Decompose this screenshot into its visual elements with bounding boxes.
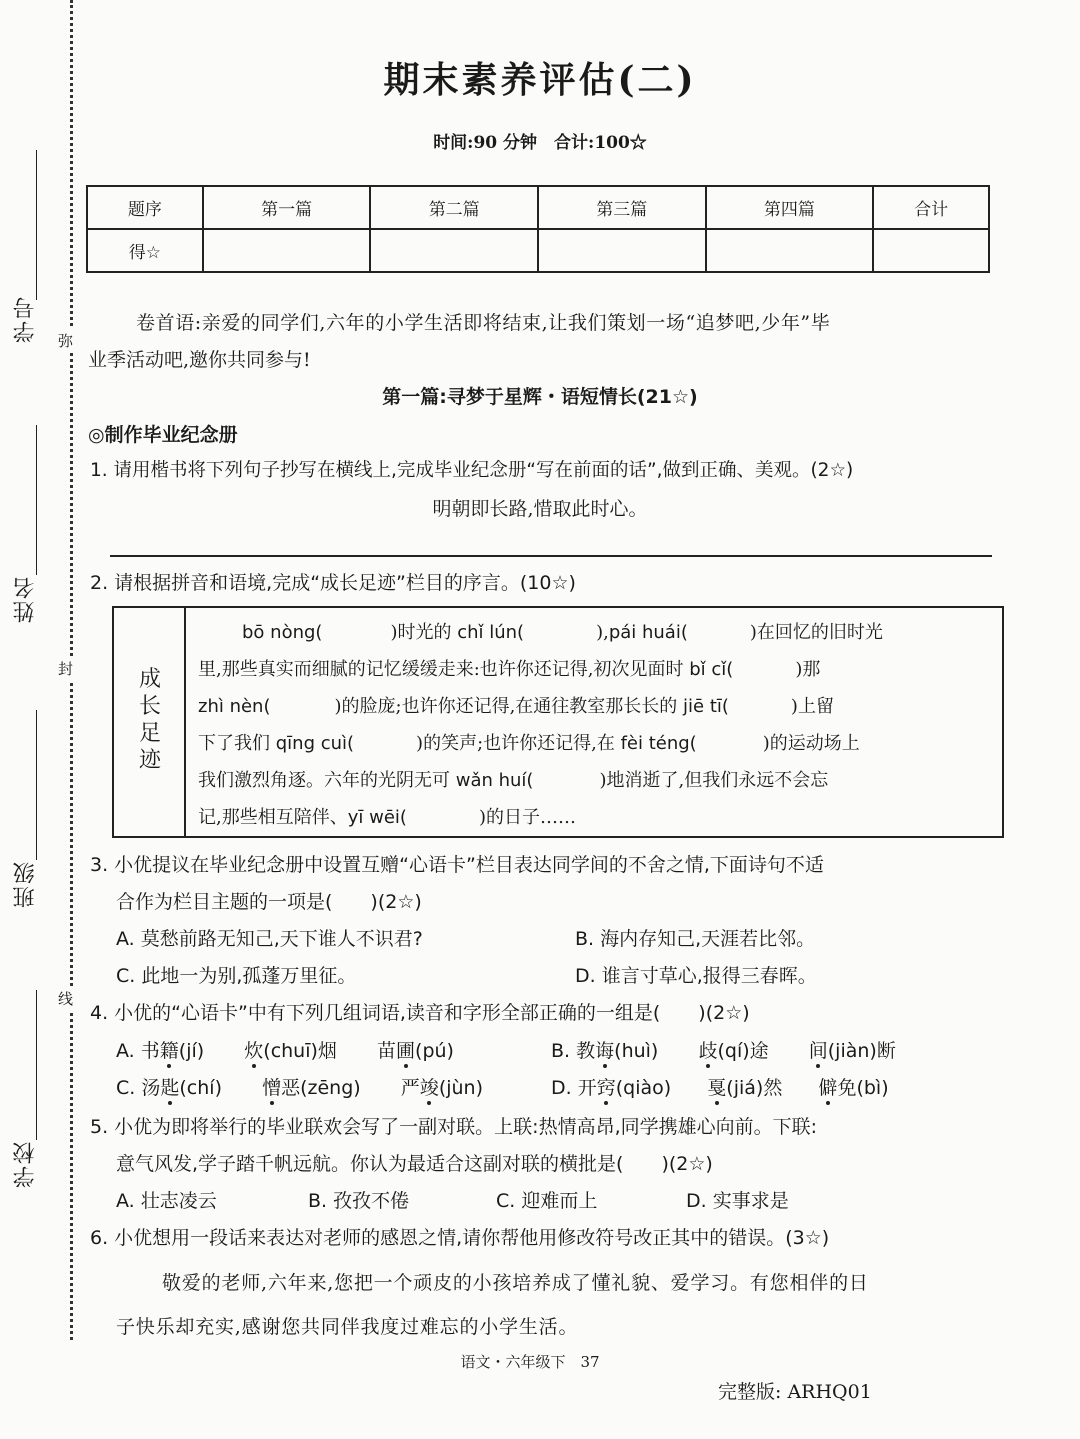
student-no-label: 学号 (13, 295, 38, 343)
paragraph-line-1 (242, 618, 883, 644)
score-blank-cell[interactable] (370, 229, 538, 272)
paragraph-line-4 (198, 729, 860, 755)
word-char: 开 (577, 1077, 597, 1099)
preface-line-2: 业季活动吧,邀你共同参与! (88, 349, 311, 371)
paragraph-text: ), (596, 622, 609, 643)
paragraph-text: 我们激烈角逐。六年的光阴无可 (198, 770, 456, 791)
paragraph-text: )上留 (790, 696, 834, 717)
q3-option-b[interactable]: B. 海内存知己,天涯若比邻。 (575, 928, 816, 950)
paragraph-text: )的日子…… (478, 807, 576, 828)
section-1-subhead: ◎制作毕业纪念册 (88, 424, 238, 446)
question-1: 1. 请用楷书将下列句子抄写在横线上,完成毕业纪念册“写在前面的话”,做到正确、美观。(2☆) (90, 460, 854, 481)
word-char: 书 (140, 1040, 160, 1062)
pinyin-pai-huai: pái huái( (608, 622, 688, 643)
paragraph-line-3 (198, 692, 834, 718)
paragraph-text: 记,那些相互陪伴、 (198, 807, 348, 828)
version-code: 完整版: ARHQ01 (718, 1381, 872, 1403)
word-char: 苗 (377, 1040, 397, 1062)
cut-mark-mi: 弥 (58, 328, 73, 353)
word-char: 恶(zēng) (281, 1077, 361, 1099)
box-divider (184, 608, 186, 836)
word-char: (qiào) (615, 1077, 672, 1099)
q6-paragraph-line-2: 子快乐却充实,感谢您共同伴我度过难忘的小学生活。 (116, 1316, 579, 1338)
paragraph-text: )地消逝了,但我们永远不会忘 (599, 770, 829, 791)
paragraph-text: )的脸庞;也许你还记得,在通往教室那长长的 (334, 696, 684, 717)
q5-option-a[interactable]: A. 壮志凌云 (116, 1190, 217, 1212)
dotted-char: 匙 (160, 1077, 180, 1099)
box-vertical-label (136, 666, 164, 774)
paragraph-text: )的笑声;也许你还记得,在 (416, 733, 621, 754)
page-footer: 语文・六年级下 37 (460, 1353, 600, 1371)
q5-option-c[interactable]: C. 迎难而上 (496, 1190, 598, 1212)
paragraph-text: 里,那些真实而细腻的记忆缓缓走来:也许你还记得,初次见面时 (198, 659, 690, 680)
box-label-char: 成 (138, 667, 161, 692)
school-label: 学校 (13, 1140, 38, 1188)
class-label: 班级 (13, 860, 38, 908)
word-char: (jí) (178, 1040, 205, 1062)
score-blank-cell[interactable] (203, 229, 371, 272)
option-label: D. (551, 1077, 572, 1099)
word-char: 教 (576, 1040, 596, 1062)
word-char: (qí)途 (717, 1040, 769, 1062)
section-1-title: 第一篇:寻梦于星辉・语短情长(21☆) (382, 386, 698, 408)
page-title: 期末素养评估(二) (383, 59, 697, 101)
paragraph-text: )在回忆的旧时光 (749, 622, 883, 643)
question-5-line-1: 5. 小优为即将举行的毕业联欢会写了一副对联。上联:热情高昂,同学携雄心向前。下联: (90, 1116, 818, 1138)
cut-mark-xian: 线 (58, 986, 73, 1011)
word-char: 免(bì) (837, 1077, 889, 1099)
pinyin-fei-teng: fèi téng( (620, 733, 697, 754)
paragraph-line-2 (198, 655, 820, 681)
exam-meta: 时间:90 分钟 合计:100☆ (433, 133, 647, 153)
pinyin-zhi-nen: zhì nèn( (198, 696, 271, 717)
dotted-char: 圃 (396, 1040, 416, 1062)
score-header-cell: 第一篇 (203, 186, 371, 229)
score-blank-cell[interactable] (873, 229, 989, 272)
q3-option-c[interactable]: C. 此地一为别,孤蓬万里征。 (116, 965, 357, 987)
score-table (86, 185, 990, 273)
q4-option-a[interactable] (116, 1036, 454, 1063)
dotted-char: 诲 (595, 1040, 615, 1062)
q4-option-c[interactable] (116, 1073, 483, 1100)
score-row-label: 得☆ (87, 229, 203, 272)
question-3-line-2: 合作为栏目主题的一项是( )(2☆) (116, 891, 422, 913)
preface-line-1: 卷首语:亲爱的同学们,六年的小学生活即将结束,让我们策划一场“追梦吧,少年”毕 (136, 312, 831, 334)
student-no-line (36, 150, 37, 300)
pinyin-bo-nong: bō nòng( (242, 622, 323, 643)
pinyin-jie-ti: jiē tī( (683, 696, 729, 717)
q4-option-b[interactable] (551, 1036, 896, 1063)
paragraph-line-6 (198, 803, 576, 829)
word-char: (huì) (614, 1040, 659, 1062)
dotted-char: 僻 (818, 1077, 838, 1099)
question-4: 4. 小优的“心语卡”中有下列几组词语,读音和字形全部正确的一组是( )(2☆) (90, 1002, 750, 1024)
dotted-char: 窍 (596, 1077, 616, 1099)
score-table-header-row (87, 186, 989, 229)
paragraph-text: )那 (795, 659, 821, 680)
word-char: (pú) (415, 1040, 454, 1062)
score-header-cell: 第三篇 (538, 186, 706, 229)
word-char: (chuī)烟 (263, 1040, 337, 1062)
score-blank-cell[interactable] (538, 229, 706, 272)
paragraph-line-5 (198, 766, 828, 792)
q3-option-a[interactable]: A. 莫愁前路无知己,天下谁人不识君? (116, 928, 423, 950)
pinyin-bi-ci: bǐ cǐ( (689, 659, 734, 680)
score-header-cell: 合计 (873, 186, 989, 229)
word-char: (jiá)然 (726, 1077, 783, 1099)
dotted-char: 歧 (698, 1040, 718, 1062)
q4-option-d[interactable] (551, 1073, 889, 1100)
option-label: B. (551, 1040, 571, 1062)
dotted-char: 戛 (707, 1077, 727, 1099)
score-table-score-row (87, 229, 989, 272)
pinyin-wan-hui: wǎn huí( (455, 770, 534, 791)
word-char: 汤 (141, 1077, 161, 1099)
question-6: 6. 小优想用一段话来表达对老师的感恩之情,请你帮他用修改符号改正其中的错误。(3☆) (90, 1227, 830, 1249)
paragraph-text: )时光的 (390, 622, 458, 643)
option-label: A. (116, 1040, 135, 1062)
growth-footprint-box (112, 606, 1004, 838)
pinyin-chi-lun: chǐ lún( (457, 622, 525, 643)
score-blank-cell[interactable] (706, 229, 874, 272)
question-1-writing-line[interactable] (110, 555, 992, 557)
dotted-char: 竣 (419, 1077, 439, 1099)
school-line (36, 990, 37, 1140)
dotted-char: 间 (808, 1040, 828, 1062)
q6-paragraph-line-1: 敬爱的老师,六年来,您把一个顽皮的小孩培养成了懂礼貌、爱学习。有您相伴的日 (162, 1272, 869, 1294)
word-char: (jiàn)断 (827, 1040, 896, 1062)
box-label-char: 足 (138, 721, 161, 746)
dotted-char: 籍 (159, 1040, 179, 1062)
q5-option-d[interactable]: D. 实事求是 (686, 1190, 789, 1212)
score-header-cell: 题序 (87, 186, 203, 229)
word-char: (jùn) (438, 1077, 484, 1099)
class-line (36, 710, 37, 860)
word-char: 严 (400, 1077, 420, 1099)
dotted-char: 炊 (244, 1040, 264, 1062)
dotted-char: 憎 (262, 1077, 282, 1099)
name-label: 姓名 (13, 575, 38, 623)
score-header-cell: 第二篇 (370, 186, 538, 229)
cut-mark-feng: 封 (58, 656, 73, 681)
question-5-line-2: 意气风发,学子踏千帆远航。你认为最适合这副对联的横批是( )(2☆) (116, 1153, 713, 1175)
score-header-cell: 第四篇 (706, 186, 874, 229)
box-label-char: 长 (138, 694, 161, 719)
option-label: C. (116, 1077, 136, 1099)
question-3-line-1: 3. 小优提议在毕业纪念册中设置互赠“心语卡”栏目表达同学间的不舍之情,下面诗句不适 (90, 854, 824, 876)
q5-option-b[interactable]: B. 孜孜不倦 (308, 1190, 410, 1212)
pinyin-qing-cui: qīng cuì( (275, 733, 355, 754)
q3-option-d[interactable]: D. 谁言寸草心,报得三春晖。 (575, 965, 817, 987)
paragraph-text: )的运动场上 (762, 733, 860, 754)
question-2: 2. 请根据拼音和语境,完成“成长足迹”栏目的序言。(10☆) (90, 572, 576, 594)
word-char: (chí) (179, 1077, 222, 1099)
question-1-sentence: 明朝即长路,惜取此时心。 (432, 498, 648, 520)
box-label-char: 迹 (138, 748, 161, 773)
paragraph-text: 下了我们 (198, 733, 276, 754)
pinyin-yi-wei: yī wēi( (347, 807, 407, 828)
